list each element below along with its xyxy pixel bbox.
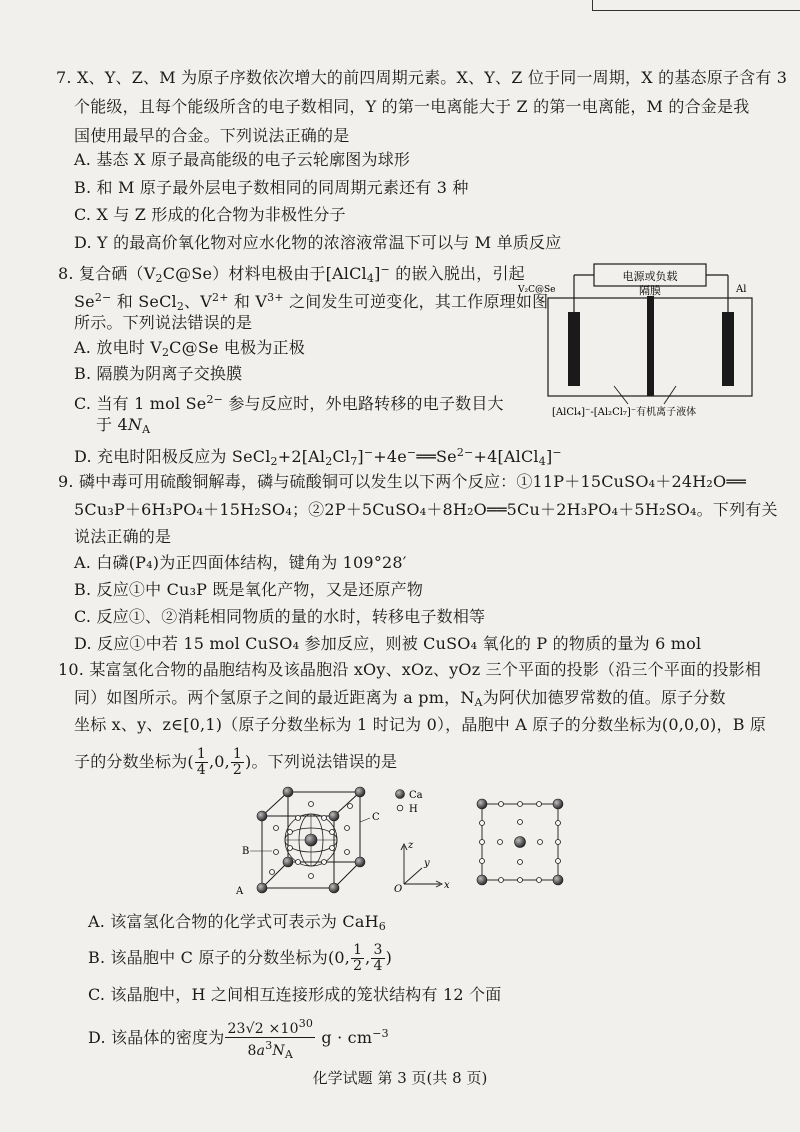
axis-z: z <box>408 840 414 851</box>
q8-stem-3: 所示。下列说法错误的是 <box>74 313 253 332</box>
top-border <box>0 0 800 10</box>
legend-h: H <box>409 804 418 815</box>
q9-option-d: D. 反应①中若 15 mol CuSO₄ 参加反应，则被 CuSO₄ 氧化的 P 的物质的量为 6 mol <box>74 634 702 653</box>
q8-option-a: A. 放电时 $V_2C@Se$ 电极为正极 <box>74 338 305 359</box>
frac-three-quarters: $\frac{3}{4}$ <box>373 942 383 974</box>
q7-stem-1: 7. X、Y、Z、M 为原子序数依次增大的前四周期元素。X、Y、Z 位于同一周期，X 的基态原子含有 3 <box>56 68 788 87</box>
membrane-label: 隔膜 <box>639 284 661 297</box>
frac-one-half-b: $\frac{1}{2}$ <box>353 942 363 974</box>
q9-option-c: C. 反应①、②消耗相同物质的量的水时，转移电子数相等 <box>74 607 486 626</box>
ca-legend-icon <box>396 790 405 799</box>
membrane <box>647 296 654 396</box>
q10-option-c: C. 该晶胞中，H 之间相互连接形成的笼状结构有 12 个面 <box>88 985 502 1004</box>
q8-stem-2: $Se^{2-}$ 和 SeCl$_2$、$V^{2+}$ 和 $V^{3+}$ 之间发生可逆变化，其工作原理如图 <box>74 291 549 313</box>
q10-crystal-diagram <box>232 782 592 902</box>
page-footer: 化学试题 第 3 页(共 8 页) <box>312 1069 488 1087</box>
q10-stem-2: 同）如图所示。两个氢原子之间的最近距离为 a pm，$N_A$为阿伏加德罗常数的值。原子分数 <box>74 688 726 709</box>
q10-stem-4: 子的分数坐标为( $\frac{1}{4}$ ,0, $\frac{1}{2}$ )。下列说法错误的是 <box>74 746 398 778</box>
q8-stem-1: 8. 复合硒$(V_2C@Se)$材料电极由于[AlCl$_4$]− 的嵌入脱出，引起 <box>58 263 525 285</box>
projection-view <box>477 799 563 885</box>
atom-label-b: B <box>242 846 250 857</box>
axis-y: y <box>424 858 430 869</box>
atom-label-c: C <box>372 812 380 823</box>
q8-option-b: B. 隔膜为阴离子交换膜 <box>74 364 243 383</box>
q8-option-c: C. 当有 1 mol $Se^{2-}$ 参与反应时，外电路转移的电子数目大 <box>74 393 504 413</box>
q9-option-a: A. 白磷(P₄)为正四面体结构，键角为 109°28′ <box>74 553 407 572</box>
q7-option-d: D. Y 的最高价氧化物对应水化物的浓溶液常温下可以与 M 单质反应 <box>74 233 562 252</box>
q7-stem-3: 国使用最早的合金。下列说法正确的是 <box>74 126 350 145</box>
al-electrode <box>722 312 734 386</box>
q9-option-b: B. 反应①中 Cu₃P 既是氧化产物，又是还原产物 <box>74 580 424 599</box>
right-electrode-label: Al <box>736 284 747 295</box>
q8-option-d: D. 充电时阳极反应为 $SeCl_2+2[Al_2Cl_7]^-+4e^-══Se^{2-}+4[AlCl_4]^-$ <box>74 446 562 468</box>
q10-stem-3: 坐标 x、y、z∈[0,1)（原子分数坐标为 1 时记为 0），晶胞中 A 原子的分数坐标为(0,0,0)，B 原 <box>74 715 767 734</box>
h-legend-icon <box>397 805 403 811</box>
v2c-se-electrode <box>568 312 580 386</box>
electrolyte-label: [AlCl₄]⁻-[Al₂Cl₇]⁻有机离子液体 <box>552 407 697 418</box>
q10-option-b: B. 该晶胞中 C 原子的分数坐标为(0, $\frac{1}{2}$ , $\frac{3}{4}$ ) <box>88 942 393 974</box>
left-electrode-label: V₂C@Se <box>518 285 556 295</box>
q10-option-d: D. 该晶体的密度为 $\frac{23√2 \times 10^{30}}{8a^3N_A}$ $g \cdot cm^{-3}$ <box>88 1016 389 1061</box>
q9-stem-1: 9. 磷中毒可用硫酸铜解毒，磷与硫酸铜可以发生以下两个反应：①11P＋15CuSO₄＋24H₂O══ <box>58 472 746 491</box>
density-fraction: $\frac{23√2 \times 10^{30}}{8a^3N_A}$ <box>227 1016 314 1061</box>
q8-option-c-cont: 于 $4N_A$ <box>96 415 151 436</box>
q8-cell-diagram <box>518 262 763 422</box>
q7-stem-2: 个能级，且每个能级所含的电子数相同，Y 的第一电离能大于 Z 的第一电离能，M 的合金是我 <box>74 97 750 116</box>
q9-stem-3: 说法正确的是 <box>74 527 172 546</box>
legend-ca: Ca <box>409 790 423 801</box>
atom-label-a: A <box>236 886 244 897</box>
q10-option-a: A. 该富氢化合物的化学式可表示为 CaH$_6$ <box>88 912 386 933</box>
axis-origin: O <box>394 884 403 895</box>
q10-stem-1: 10. 某富氢化合物的晶胞结构及该晶胞沿 xOy、xOz、yOz 三个平面的投影（沿三个平面的投影相 <box>58 660 762 679</box>
q7-option-b: B. 和 M 原子最外层电子数相同的同周期元素还有 3 种 <box>74 178 469 197</box>
q9-stem-2: 5Cu₃P＋6H₃PO₄＋15H₂SO₄；②2P＋5CuSO₄＋8H₂O══5Cu＋2H₃PO₄＋5H₂SO₄。下列有关 <box>74 500 778 519</box>
axis-x: x <box>444 880 450 891</box>
frac-one-quarter: $\frac{1}{4}$ <box>196 746 206 778</box>
q7-option-a: A. 基态 X 原子最高能级的电子云轮廓图为球形 <box>74 150 411 169</box>
power-load-label: 电源或负载 <box>622 270 678 283</box>
q7-option-c: C. X 与 Z 形成的化合物为非极性分子 <box>74 205 346 224</box>
frac-one-half: $\frac{1}{2}$ <box>232 746 243 778</box>
